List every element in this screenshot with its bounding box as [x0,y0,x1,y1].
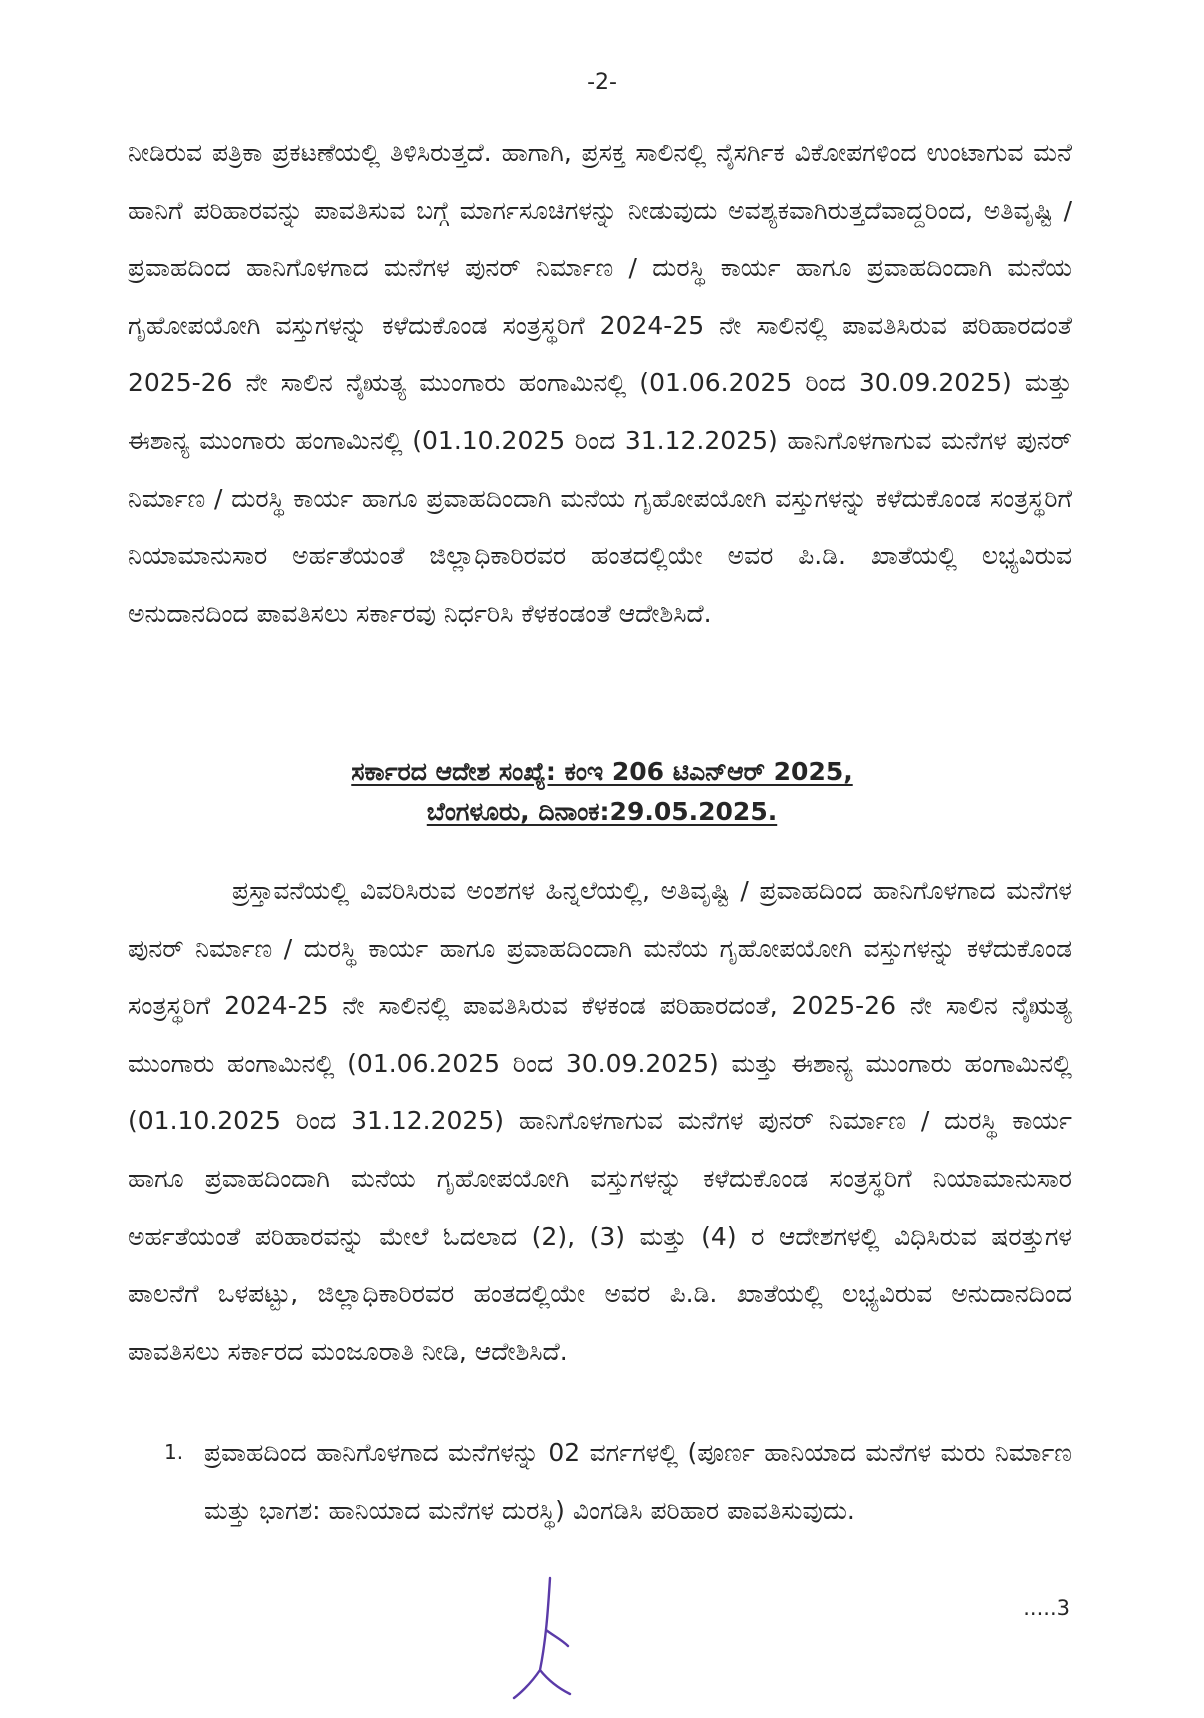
list-item [128,1424,1072,1539]
government-order-heading [0,752,1204,832]
order-paragraph: ಪ್ರಸ್ತಾವನೆಯಲ್ಲಿ ವಿವರಿಸಿರುವ ಅಂಶಗಳ ಹಿನ್ನಲೆಯಲ್ಲಿ, ಅತಿವೃಷ್ಟಿ / ಪ್ರವಾಹದಿಂದ ಹಾನಿಗೊಳಗಾದ ಮನೆಗಳ ಪುನರ್ ನಿರ್ಮಾಣ / ದುರಸ್ಥಿ ಕಾರ್ಯ ಹಾಗೂ ಪ್ರವಾಹದಿಂದಾಗಿ ಮನೆಯ ಗೃಹೋಪಯೋಗಿ ವಸ್ತುಗಳನ್ನು ಕಳೆದುಕೊಂಡ ಸಂತ್ರಸ್ಥರಿಗೆ 2024-25 ನೇ ಸಾಲಿನಲ್ಲಿ ಪಾವತಿಸಿರುವ ಕೆಳಕಂಡ ಪರಿಹಾರದಂತೆ, 2025-26 ನೇ ಸಾಲಿನ ನೈಋತ್ಯ ಮುಂಗಾರು ಹಂಗಾಮಿನಲ್ಲಿ (01.06.2025 ರಿಂದ 30.09.2025) ಮತ್ತು ಈಶಾನ್ಯ ಮುಂಗಾರು ಹಂಗಾಮಿನಲ್ಲಿ (01.10.2025 ರಿಂದ 31.12.2025) ಹಾನಿಗೊಳಗಾಗುವ ಮನೆಗಳ ಪುನರ್ ನಿರ್ಮಾಣ / ದುರಸ್ಥಿ ಕಾರ್ಯ ಹಾಗೂ ಪ್ರವಾಹದಿಂದಾಗಿ ಮನೆಯ ಗೃಹೋಪಯೋಗಿ ವಸ್ತುಗಳನ್ನು ಕಳೆದುಕೊಂಡ ಸಂತ್ರಸ್ಥರಿಗೆ ನಿಯಾಮಾನುಸಾರ ಅರ್ಹತೆಯಂತೆ ಪರಿಹಾರವನ್ನು ಮೇಲೆ ಓದಲಾದ (2), (3) ಮತ್ತು (4) ರ ಆದೇಶಗಳಲ್ಲಿ ವಿಧಿಸಿರುವ ಷರತ್ತುಗಳ ಪಾಲನೆಗೆ ಒಳಪಟ್ಟು, ಜಿಲ್ಲಾಧಿಕಾರಿರವರ ಹಂತದಲ್ಲಿಯೇ ಅವರ ಪಿ.ಡಿ. ಖಾತೆಯಲ್ಲಿ ಲಭ್ಯವಿರುವ ಅನುದಾನದಿಂದ ಪಾವತಿಸಲು ಸರ್ಕಾರದ ಮಂಜೂರಾತಿ ನೀಡಿ, ಆದೇಶಿಸಿದೆ. [128,876,1072,1366]
page-number: -2- [587,70,617,95]
order-place-date-line: ಬೆಂಗಳೂರು, ದಿನಾಂಕ:29.05.2025. [426,797,778,826]
order-number-line: ಸರ್ಕಾರದ ಆದೇಶ ಸಂಖ್ಯೆ: ಕಂಇ 206 ಟಿಎನ್ಆರ್ 2025, [351,757,853,786]
conditions-list [128,1424,1072,1539]
intro-paragraph: ನೀಡಿರುವ ಪತ್ರಿಕಾ ಪ್ರಕಟಣೆಯಲ್ಲಿ ತಿಳಿಸಿರುತ್ತದೆ. ಹಾಗಾಗಿ, ಪ್ರಸಕ್ತ ಸಾಲಿನಲ್ಲಿ ನೈಸರ್ಗಿಕ ವಿಕೋಪಗಳಿಂದ ಉಂಟಾಗುವ ಮನೆ ಹಾನಿಗೆ ಪರಿಹಾರವನ್ನು ಪಾವತಿಸುವ ಬಗ್ಗೆ ಮಾರ್ಗಸೂಚಿಗಳನ್ನು ನೀಡುವುದು ಅವಶ್ಯಕವಾಗಿರುತ್ತದೆವಾದ್ದರಿಂದ, ಅತಿವೃಷ್ಟಿ / ಪ್ರವಾಹದಿಂದ ಹಾನಿಗೊಳಗಾದ ಮನೆಗಳ ಪುನರ್ ನಿರ್ಮಾಣ / ದುರಸ್ಥಿ ಕಾರ್ಯ ಹಾಗೂ ಪ್ರವಾಹದಿಂದಾಗಿ ಮನೆಯ ಗೃಹೋಪಯೋಗಿ ವಸ್ತುಗಳನ್ನು ಕಳೆದುಕೊಂಡ ಸಂತ್ರಸ್ಥರಿಗೆ 2024-25 ನೇ ಸಾಲಿನಲ್ಲಿ ಪಾವತಿಸಿರುವ ಪರಿಹಾರದಂತೆ 2025-26 ನೇ ಸಾಲಿನ ನೈಋತ್ಯ ಮುಂಗಾರು ಹಂಗಾಮಿನಲ್ಲಿ (01.06.2025 ರಿಂದ 30.09.2025) ಮತ್ತು ಈಶಾನ್ಯ ಮುಂಗಾರು ಹಂಗಾಮಿನಲ್ಲಿ (01.10.2025 ರಿಂದ 31.12.2025) ಹಾನಿಗೊಳಗಾಗುವ ಮನೆಗಳ ಪುನರ್ ನಿರ್ಮಾಣ / ದುರಸ್ಥಿ ಕಾರ್ಯ ಹಾಗೂ ಪ್ರವಾಹದಿಂದಾಗಿ ಮನೆಯ ಗೃಹೋಪಯೋಗಿ ವಸ್ತುಗಳನ್ನು ಕಳೆದುಕೊಂಡ ಸಂತ್ರಸ್ಥರಿಗೆ ನಿಯಾಮಾನುಸಾರ ಅರ್ಹತೆಯಂತೆ ಜಿಲ್ಲಾಧಿಕಾರಿರವರ ಹಂತದಲ್ಲಿಯೇ ಅವರ ಪಿ.ಡಿ. ಖಾತೆಯಲ್ಲಿ ಲಭ್ಯವಿರುವ ಅನುದಾನದಿಂದ ಪಾವತಿಸಲು ಸರ್ಕಾರವು ನಿರ್ಧರಿಸಿ ಕೆಳಕಂಡಂತೆ ಆದೇಶಿಸಿದೆ. [128,138,1072,628]
list-item-number: 1. [164,1440,184,1464]
handwritten-signature [510,1570,590,1700]
continuation-marker: .....3 [1023,1596,1070,1620]
list-item-text: ಪ್ರವಾಹದಿಂದ ಹಾನಿಗೊಳಗಾದ ಮನೆಗಳನ್ನು 02 ವರ್ಗಗಳಲ್ಲಿ (ಪೂರ್ಣ ಹಾನಿಯಾದ ಮನೆಗಳ ಮರು ನಿರ್ಮಾಣ ಮತ್ತು ಭಾಗಶ: ಹಾನಿಯಾದ ಮನೆಗಳ ದುರಸ್ಥಿ) ವಿಂಗಡಿಸಿ ಪರಿಹಾರ ಪಾವತಿಸುವುದು. [204,1438,1072,1525]
